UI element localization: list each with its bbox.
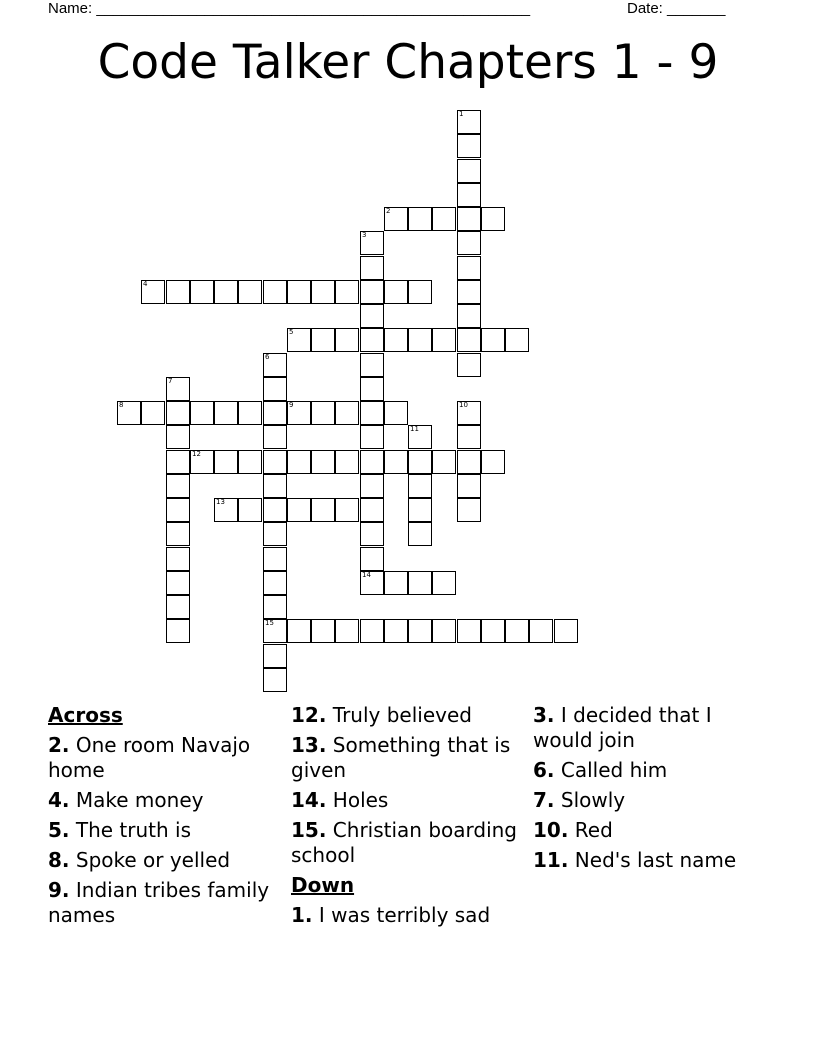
clue-number: 7: [168, 377, 173, 385]
grid-cell[interactable]: [311, 619, 335, 643]
grid-cell[interactable]: [335, 619, 359, 643]
grid-cell[interactable]: [166, 450, 190, 474]
clues-column-2: [291, 703, 527, 933]
down-clue: 11. Ned's last name: [533, 848, 737, 872]
grid-cell[interactable]: [360, 498, 384, 522]
grid-cell[interactable]: [384, 207, 408, 231]
grid-cell[interactable]: [384, 571, 408, 595]
grid-cell[interactable]: [457, 353, 481, 377]
clue-number: 8: [119, 401, 124, 409]
grid-cell[interactable]: [263, 425, 287, 449]
grid-cell[interactable]: [457, 159, 481, 183]
grid-cell[interactable]: [263, 644, 287, 668]
grid-cell[interactable]: [384, 280, 408, 304]
grid-cell[interactable]: [166, 498, 190, 522]
grid-cell[interactable]: [457, 619, 481, 643]
grid-cell[interactable]: [141, 401, 165, 425]
grid-cell[interactable]: [505, 328, 529, 352]
grid-cell[interactable]: [457, 304, 481, 328]
grid-cell[interactable]: [408, 425, 432, 449]
grid-cell[interactable]: [408, 328, 432, 352]
grid-cell[interactable]: [360, 522, 384, 546]
grid-cell[interactable]: [214, 401, 238, 425]
grid-cell[interactable]: [360, 280, 384, 304]
grid-cell[interactable]: [214, 498, 238, 522]
grid-cell[interactable]: [360, 450, 384, 474]
grid-cell[interactable]: [263, 401, 287, 425]
grid-cell[interactable]: [166, 377, 190, 401]
grid-cell[interactable]: [457, 280, 481, 304]
grid-cell[interactable]: [432, 619, 456, 643]
grid-cell[interactable]: [360, 304, 384, 328]
clue-number: 11: [410, 425, 419, 433]
grid-cell[interactable]: [457, 256, 481, 280]
down-heading: Down: [291, 873, 355, 897]
grid-cell[interactable]: [408, 280, 432, 304]
grid-cell[interactable]: [432, 328, 456, 352]
grid-cell[interactable]: [408, 498, 432, 522]
grid-cell[interactable]: [263, 450, 287, 474]
grid-cell[interactable]: [384, 619, 408, 643]
down-clue: 6. Called him: [533, 758, 668, 782]
grid-cell[interactable]: [287, 450, 311, 474]
page-title: Code Talker Chapters 1 - 9: [97, 35, 719, 90]
grid-cell[interactable]: [360, 328, 384, 352]
grid-cell[interactable]: [263, 522, 287, 546]
name-field-label[interactable]: Name: ____________________________________________________: [48, 0, 531, 17]
grid-cell[interactable]: [263, 571, 287, 595]
grid-cell[interactable]: [335, 328, 359, 352]
grid-cell[interactable]: [408, 522, 432, 546]
grid-cell[interactable]: [408, 207, 432, 231]
grid-cell[interactable]: [432, 207, 456, 231]
clue-number: 9: [289, 401, 294, 409]
across-heading: Across: [48, 703, 123, 727]
across-clue: 9. Indian tribes family names: [48, 878, 270, 927]
grid-cell[interactable]: [432, 571, 456, 595]
grid-cell[interactable]: [263, 280, 287, 304]
grid-cell[interactable]: [457, 183, 481, 207]
across-clue: 8. Spoke or yelled: [48, 848, 231, 872]
grid-cell[interactable]: [287, 619, 311, 643]
clue-number: 10: [459, 401, 468, 409]
clues-column-3: [533, 703, 769, 878]
across-clue: 5. The truth is: [48, 818, 192, 842]
grid-cell[interactable]: [432, 450, 456, 474]
grid-cell[interactable]: [238, 280, 262, 304]
grid-cell[interactable]: [360, 547, 384, 571]
grid-cell[interactable]: [384, 401, 408, 425]
clue-number: 12: [192, 450, 201, 458]
grid-cell[interactable]: [481, 619, 505, 643]
grid-cell[interactable]: [408, 474, 432, 498]
down-clue: 7. Slowly: [533, 788, 626, 812]
grid-cell[interactable]: [166, 619, 190, 643]
clue-number: 5: [289, 328, 294, 336]
grid-cell[interactable]: [408, 619, 432, 643]
grid-cell[interactable]: [360, 425, 384, 449]
grid-cell[interactable]: [457, 110, 481, 134]
grid-cell[interactable]: [166, 595, 190, 619]
grid-cell[interactable]: [238, 401, 262, 425]
grid-cell[interactable]: [263, 547, 287, 571]
grid-cell[interactable]: [408, 450, 432, 474]
grid-cell[interactable]: [360, 401, 384, 425]
grid-cell[interactable]: [481, 450, 505, 474]
clue-number: 3: [362, 231, 367, 239]
grid-cell[interactable]: [263, 595, 287, 619]
grid-cell[interactable]: [287, 401, 311, 425]
grid-cell[interactable]: [360, 353, 384, 377]
across-clue: 4. Make money: [48, 788, 204, 812]
grid-cell[interactable]: [166, 474, 190, 498]
clue-number: 15: [265, 619, 274, 627]
grid-cell[interactable]: [408, 571, 432, 595]
grid-cell[interactable]: [311, 498, 335, 522]
grid-cell[interactable]: [263, 498, 287, 522]
grid-cell[interactable]: [190, 280, 214, 304]
clue-number: 14: [362, 571, 371, 579]
clue-number: 13: [216, 498, 225, 506]
grid-cell[interactable]: [384, 328, 408, 352]
grid-cell[interactable]: [190, 450, 214, 474]
clues-column-1: [48, 703, 284, 933]
grid-cell[interactable]: [360, 619, 384, 643]
grid-cell[interactable]: [481, 328, 505, 352]
grid-cell[interactable]: [335, 280, 359, 304]
grid-cell[interactable]: [263, 619, 287, 643]
across-clue: 15. Christian boarding school: [291, 818, 518, 867]
grid-cell[interactable]: [457, 401, 481, 425]
grid-cell[interactable]: [263, 353, 287, 377]
grid-cell[interactable]: [529, 619, 553, 643]
grid-cell[interactable]: [238, 450, 262, 474]
down-clue: 10. Red: [533, 818, 613, 842]
grid-cell[interactable]: [214, 280, 238, 304]
down-clue: 1. I was terribly sad: [291, 903, 491, 927]
grid-cell[interactable]: [166, 401, 190, 425]
grid-cell[interactable]: [263, 377, 287, 401]
across-clue: 14. Holes: [291, 788, 389, 812]
grid-cell[interactable]: [335, 450, 359, 474]
grid-cell[interactable]: [360, 377, 384, 401]
grid-cell[interactable]: [311, 401, 335, 425]
grid-cell[interactable]: [505, 619, 529, 643]
grid-cell[interactable]: [190, 401, 214, 425]
across-clue: 12. Truly believed: [291, 703, 472, 727]
grid-cell[interactable]: [263, 474, 287, 498]
grid-cell[interactable]: [287, 328, 311, 352]
grid-cell[interactable]: [166, 547, 190, 571]
grid-cell[interactable]: [457, 450, 481, 474]
grid-cell[interactable]: [263, 668, 287, 692]
grid-cell[interactable]: [166, 571, 190, 595]
clue-number: 4: [143, 280, 148, 288]
grid-cell[interactable]: [457, 134, 481, 158]
grid-cell[interactable]: [481, 207, 505, 231]
grid-cell[interactable]: [335, 401, 359, 425]
date-field-label[interactable]: Date: _______: [627, 0, 726, 17]
clue-number: 2: [386, 207, 391, 215]
grid-cell[interactable]: [311, 280, 335, 304]
down-clue: 3. I decided that I would join: [533, 703, 712, 752]
grid-cell[interactable]: [166, 280, 190, 304]
grid-cell[interactable]: [141, 280, 165, 304]
grid-cell[interactable]: [360, 571, 384, 595]
grid-cell[interactable]: [457, 231, 481, 255]
grid-cell[interactable]: [457, 425, 481, 449]
grid-cell[interactable]: [457, 207, 481, 231]
grid-cell[interactable]: [287, 498, 311, 522]
grid-cell[interactable]: [238, 498, 262, 522]
clue-number: 6: [265, 353, 270, 361]
grid-cell[interactable]: [311, 328, 335, 352]
grid-cell[interactable]: [166, 522, 190, 546]
grid-cell[interactable]: [360, 231, 384, 255]
grid-cell[interactable]: [457, 328, 481, 352]
grid-cell[interactable]: [335, 498, 359, 522]
grid-cell[interactable]: [117, 401, 141, 425]
grid-cell[interactable]: [457, 474, 481, 498]
grid-cell[interactable]: [457, 498, 481, 522]
grid-cell[interactable]: [287, 280, 311, 304]
grid-cell[interactable]: [166, 425, 190, 449]
grid-cell[interactable]: [360, 474, 384, 498]
grid-cell[interactable]: [384, 450, 408, 474]
grid-cell[interactable]: [214, 450, 238, 474]
across-clue: 13. Something that is given: [291, 733, 511, 782]
grid-cell[interactable]: [311, 450, 335, 474]
grid-cell[interactable]: [554, 619, 578, 643]
clue-number: 1: [459, 110, 464, 118]
across-clue: 2. One room Navajo home: [48, 733, 251, 782]
grid-cell[interactable]: [360, 256, 384, 280]
